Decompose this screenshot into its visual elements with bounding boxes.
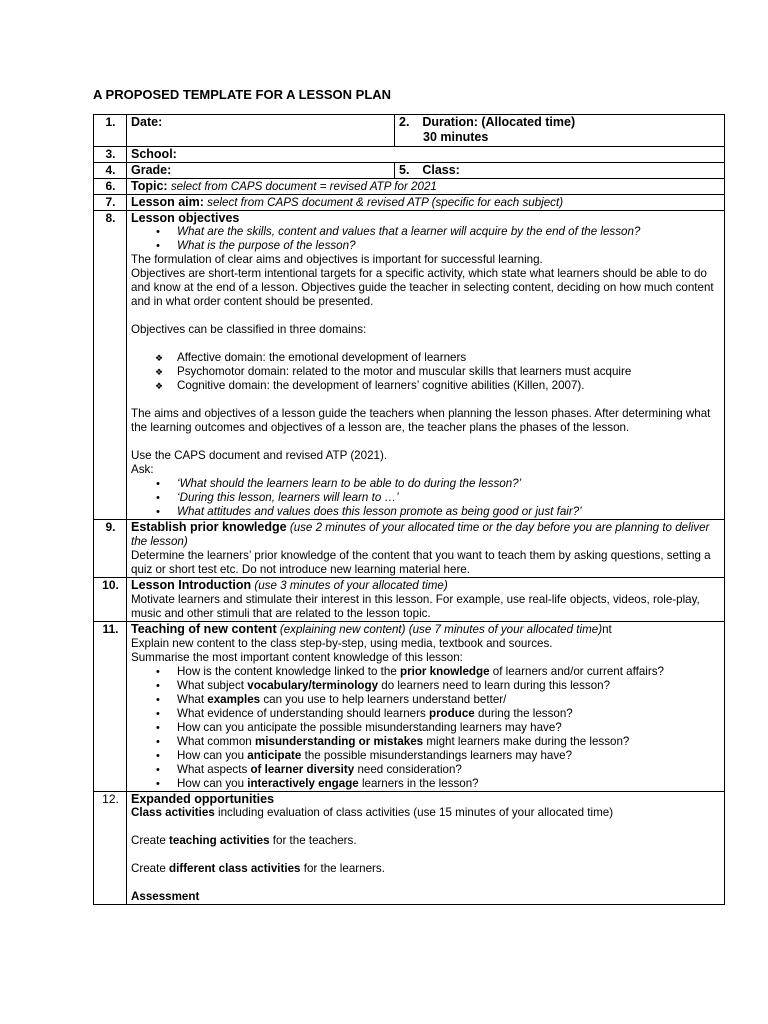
date-label: Date: — [131, 115, 163, 129]
row-lesson-aim — [94, 195, 725, 211]
assessment-label: Assessment — [131, 890, 200, 903]
paragraph: Use the CAPS document and revised ATP (2021). — [131, 449, 388, 462]
row-lesson-introduction — [94, 578, 725, 622]
section-heading: Establish prior knowledge — [131, 520, 287, 534]
section-note-tail: nt — [602, 623, 612, 636]
lesson-objectives-cell — [127, 211, 725, 520]
row-number: 12. — [94, 792, 127, 905]
duration-number: 2. — [399, 115, 410, 129]
section-heading: Lesson Introduction — [131, 578, 252, 592]
expanded-opportunities-cell — [127, 792, 725, 905]
ask-label: Ask: — [131, 463, 154, 476]
row-date-duration — [94, 115, 725, 147]
class-field — [395, 163, 725, 179]
grade-field — [127, 163, 395, 179]
topic-text: select from CAPS document = revised ATP for 2021 — [170, 180, 437, 193]
row-number: 3. — [94, 147, 127, 163]
class-number: 5. — [399, 163, 410, 177]
prior-knowledge-cell — [127, 520, 725, 578]
row-school — [94, 147, 725, 163]
row-number: 7. — [94, 195, 127, 211]
paragraph: Summarise the most important content knowledge of this lesson: — [131, 651, 463, 664]
list-item: • How can you anticipate the possible misunderstanding learners may have? — [131, 721, 721, 735]
row-expanded-opportunities — [94, 792, 725, 905]
list-item: • What is the purpose of the lesson? — [131, 239, 721, 253]
topic-field — [127, 179, 725, 195]
section-note: (explaining new content) (use 7 minutes of your allocated time) — [279, 623, 603, 636]
lesson-aim-text: select from CAPS document & revised ATP (specific for each subject) — [207, 196, 564, 209]
section-note: (use 2 minutes of your allocated time or the day before you are planning to deliver the lesson) — [131, 521, 710, 548]
section-heading: Lesson objectives — [131, 211, 240, 225]
row-number: 8. — [94, 211, 127, 520]
duration-label: Duration: (Allocated time) — [422, 115, 576, 129]
list-item: • What are the skills, content and values that a learner will acquire by the end of the lesson? — [131, 225, 721, 239]
list-item: ❖ Affective domain: the emotional development of learners — [131, 351, 721, 365]
section-heading: Expanded opportunities — [131, 792, 275, 806]
section-note: (use 3 minutes of your allocated time) — [254, 579, 448, 592]
lesson-plan-table — [93, 114, 725, 905]
list-item: • What subject vocabulary/terminology do learners need to learn during this lesson? — [131, 679, 721, 693]
class-label: Class: — [422, 163, 460, 177]
topic-label: Topic: — [131, 179, 168, 193]
list-item: • What common misunderstanding or mistakes might learners make during the lesson? — [131, 735, 721, 749]
row-prior-knowledge — [94, 520, 725, 578]
list-item: • What aspects of learner diversity need consideration? — [131, 763, 721, 777]
paragraph: Motivate learners and stimulate their interest in this lesson. For example, use real-life objects, videos, role-play, music and other stimuli that are related to the lesson topic. — [131, 593, 700, 620]
list-item: • What examples can you use to help learners understand better/ — [131, 693, 721, 707]
row-number: 6. — [94, 179, 127, 195]
paragraph: Objectives are short-term intentional targets for a specific activity, which state what learners should be able to do and know at the end of a lesson. Objectives guide the teacher in selecting content, deciding on how much content and in what order content should be presented. — [131, 267, 714, 308]
list-item: • ‘During this lesson, learners will learn to …’ — [131, 491, 721, 505]
paragraph: The formulation of clear aims and objectives is important for successful learning. — [131, 253, 543, 266]
duration-value: 30 minutes — [423, 130, 489, 144]
row-number: 11. — [94, 622, 127, 792]
content-questions — [131, 665, 721, 791]
school-label: School: — [131, 147, 177, 161]
list-item: • What evidence of understanding should learners produce during the lesson? — [131, 707, 721, 721]
row-number: 1. — [94, 115, 127, 147]
ask-list — [131, 477, 721, 519]
lesson-aim-label: Lesson aim: — [131, 195, 204, 209]
list-item: ❖ Psychomotor domain: related to the motor and muscular skills that learners must acquire — [131, 365, 721, 379]
row-grade-class — [94, 163, 725, 179]
list-item: • ‘What should the learners learn to be able to do during the lesson?’ — [131, 477, 721, 491]
list-item: • What attitudes and values does this lesson promote as being good or just fair?’ — [131, 505, 721, 519]
list-item: • How can you anticipate the possible misunderstandings learners may have? — [131, 749, 721, 763]
row-new-content — [94, 622, 725, 792]
row-lesson-objectives — [94, 211, 725, 520]
date-field — [127, 115, 395, 147]
lesson-introduction-cell — [127, 578, 725, 622]
document-title: A PROPOSED TEMPLATE FOR A LESSON PLAN — [93, 87, 392, 102]
row-topic — [94, 179, 725, 195]
grade-label: Grade: — [131, 163, 172, 177]
paragraph: Explain new content to the class step-by-step, using media, textbook and sources. — [131, 637, 553, 650]
duration-field — [395, 115, 725, 147]
objective-questions — [131, 225, 721, 253]
lesson-aim-field — [127, 195, 725, 211]
domain-list — [131, 351, 721, 393]
paragraph: The aims and objectives of a lesson guide the teachers when planning the lesson phases. After determining what the learning outcomes and objectives of a lesson are, the teacher plans the phases of the lesson. — [131, 407, 711, 434]
paragraph: Create teaching activities for the teachers. — [131, 834, 357, 847]
row-number: 4. — [94, 163, 127, 179]
row-number: 10. — [94, 578, 127, 622]
list-item: ❖ Cognitive domain: the development of learners’ cognitive abilities (Killen, 2007). — [131, 379, 721, 393]
school-field — [127, 147, 725, 163]
paragraph: Objectives can be classified in three domains: — [131, 323, 367, 336]
new-content-cell — [127, 622, 725, 792]
row-number: 9. — [94, 520, 127, 578]
list-item: • How can you interactively engage learners in the lesson? — [131, 777, 721, 791]
paragraph: Determine the learners’ prior knowledge of the content that you want to teach them by asking questions, setting a quiz or short test etc. Do not introduce new learning material here. — [131, 549, 711, 576]
section-heading: Teaching of new content — [131, 622, 277, 636]
list-item: • How is the content knowledge linked to the prior knowledge of learners and/or current affairs? — [131, 665, 721, 679]
paragraph: Class activities including evaluation of class activities (use 15 minutes of your allocated time) — [131, 806, 614, 819]
paragraph: Create different class activities for the learners. — [131, 862, 385, 875]
